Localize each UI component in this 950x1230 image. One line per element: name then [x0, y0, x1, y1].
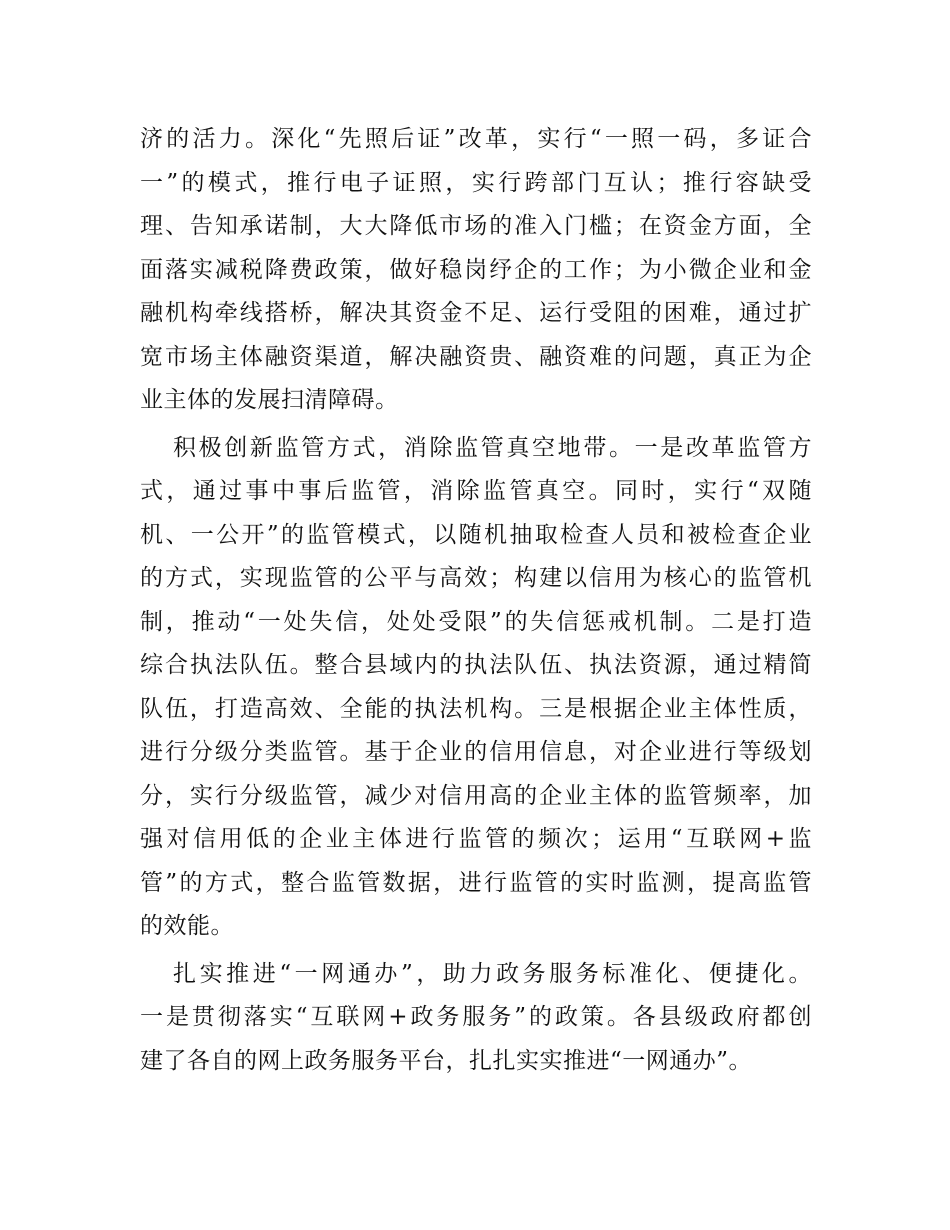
- text-line: 面落实减税降费政策，做好稳岗纾企的工作；为小微企业和金: [140, 256, 812, 283]
- text-line: 管”的方式，整合监管数据，进行监管的实时监测，提高监管: [140, 869, 812, 896]
- text-line: 制，推动“一处失信，处处受限”的失信惩戒机制。二是打造: [140, 608, 812, 635]
- text-line: 一”的模式，推行电子证照，实行跨部门互认；推行容缺受: [140, 169, 812, 196]
- text-line: 济的活力。深化“先照后证”改革，实行“一照一码，多证合: [140, 126, 812, 152]
- text-line: 综合执法队伍。整合县域内的执法队伍、执法资源，通过精简: [140, 652, 812, 678]
- paragraph-supervision: [140, 427, 812, 949]
- text-line: 宽市场主体融资渠道，解决融资贵、融资难的问题，真正为企: [140, 343, 812, 370]
- text-line: 的方式，实现监管的公平与高效；构建以信用为核心的监管机: [140, 565, 812, 591]
- text-line: 进行分级分类监管。基于企业的信用信息，对企业进行等级划: [140, 739, 812, 765]
- text-line: 融机构牵线搭桥，解决其资金不足、运行受阻的困难，通过扩: [140, 300, 812, 326]
- document-body: [140, 118, 812, 1087]
- text-line: 一是贯彻落实“互联网+政务服务”的政策。各县级政府都创: [140, 1004, 812, 1030]
- text-line: 的效能。: [140, 913, 234, 939]
- text-line: 队伍，打造高效、全能的执法机构。三是根据企业主体性质，: [140, 695, 812, 722]
- paragraph-online-services: [140, 953, 812, 1084]
- text-line: 理、告知承诺制，大大降低市场的准入门槛；在资金方面，全: [140, 213, 812, 239]
- text-line: 建了各自的网上政务服务平台，扎扎实实推进“一网通办”。: [140, 1047, 753, 1074]
- paragraph-business-access: [140, 118, 812, 423]
- text-line: 机、一公开”的监管模式，以随机抽取检查人员和被检查企业: [140, 521, 812, 548]
- text-line: 业主体的发展扫清障碍。: [140, 387, 399, 413]
- text-line: 积极创新监管方式，消除监管真空地带。一是改革监管方: [173, 434, 812, 461]
- text-line: 强对信用低的企业主体进行监管的频次；运用“互联网+监: [140, 826, 812, 852]
- text-line: 分，实行分级监管，减少对信用高的企业主体的监管频率，加: [140, 782, 812, 809]
- text-line: 扎实推进“一网通办”，助力政务服务标准化、便捷化。: [173, 960, 812, 987]
- text-line: 式，通过事中事后监管，消除监管真空。同时，实行“双随: [140, 478, 812, 504]
